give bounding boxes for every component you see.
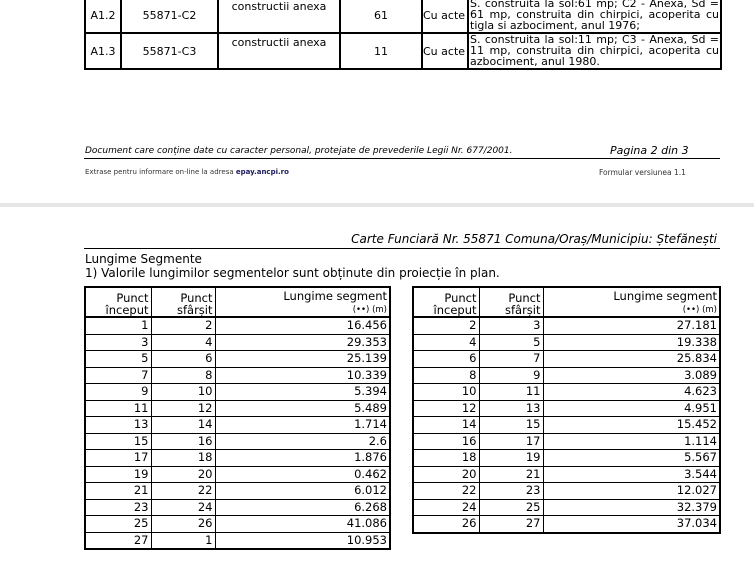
segment-row <box>413 483 720 500</box>
segments-table-left <box>84 286 391 550</box>
start-point: 22 <box>413 483 479 500</box>
building-row <box>85 33 721 69</box>
end-point: 6 <box>151 351 215 368</box>
segment-row <box>413 516 720 533</box>
start-point: 5 <box>85 351 151 368</box>
segment-length: 5.489 <box>215 400 390 417</box>
buildings-table <box>84 0 722 70</box>
end-point: 27 <box>479 516 543 533</box>
segment-length: 3.544 <box>543 466 720 483</box>
segment-row <box>413 466 720 483</box>
end-point: 16 <box>151 433 215 450</box>
segment-row <box>413 351 720 368</box>
segment-length: 4.623 <box>543 384 720 401</box>
section-note: 1) Valorile lungimilor segmentelor sunt obținute din proiecție în plan. <box>85 266 500 280</box>
end-point: 8 <box>151 367 215 384</box>
segment-row <box>413 433 720 450</box>
segment-row <box>413 499 720 516</box>
start-point: 15 <box>85 433 151 450</box>
start-point: 27 <box>85 532 151 549</box>
segment-length: 15.452 <box>543 417 720 434</box>
start-point: 18 <box>413 450 479 467</box>
segment-row <box>85 499 390 516</box>
segment-length: 25.139 <box>215 351 390 368</box>
start-point: 10 <box>413 384 479 401</box>
building-destination: constructii anexa <box>218 0 340 33</box>
end-point: 11 <box>479 384 543 401</box>
start-point: 14 <box>413 417 479 434</box>
segment-length: 41.086 <box>215 516 390 533</box>
segment-length: 2.6 <box>215 433 390 450</box>
page-number: Pagina 2 din 3 <box>610 144 689 157</box>
document-page-2 <box>0 0 754 203</box>
start-point: 13 <box>85 417 151 434</box>
segment-row <box>413 334 720 351</box>
segment-length: 32.379 <box>543 499 720 516</box>
segment-row <box>85 450 390 467</box>
start-point: 3 <box>85 334 151 351</box>
segment-length: 19.338 <box>543 334 720 351</box>
start-point: 26 <box>413 516 479 533</box>
end-point: 17 <box>479 433 543 450</box>
end-point: 25 <box>479 499 543 516</box>
cadastral-id: 55871-C2 <box>121 0 218 33</box>
segment-length: 29.353 <box>215 334 390 351</box>
segment-length: 10.339 <box>215 367 390 384</box>
observations: S. construita la sol:61 mp; C2 - Anexa, Sd = 61 mp, construita din chirpici, acoperita cu tigla si azbociment, anul 1976; <box>468 0 721 33</box>
segment-row <box>413 450 720 467</box>
start-point: 23 <box>85 499 151 516</box>
start-point: 4 <box>413 334 479 351</box>
start-point: 8 <box>413 367 479 384</box>
building-surface: 61 <box>340 0 422 33</box>
start-point: 7 <box>85 367 151 384</box>
segment-row <box>85 433 390 450</box>
segment-length: 5.567 <box>543 450 720 467</box>
end-point: 23 <box>479 483 543 500</box>
start-point: 21 <box>85 483 151 500</box>
segment-length: 27.181 <box>543 317 720 334</box>
segment-length: 16.456 <box>215 317 390 334</box>
end-point: 3 <box>479 317 543 334</box>
segment-row <box>85 384 390 401</box>
segment-row <box>85 417 390 434</box>
segment-row <box>413 417 720 434</box>
extract-site-link[interactable]: epay.ancpi.ro <box>235 168 289 176</box>
legal-situation: Cu acte <box>422 33 468 69</box>
segment-length: 6.268 <box>215 499 390 516</box>
legal-situation: Cu acte <box>422 0 468 33</box>
section-title: Lungime Segmente <box>85 252 202 266</box>
end-point: 9 <box>479 367 543 384</box>
segment-row <box>85 351 390 368</box>
building-destination: constructii anexa <box>218 33 340 69</box>
segment-row <box>413 400 720 417</box>
end-point: 14 <box>151 417 215 434</box>
end-point: 24 <box>151 499 215 516</box>
end-point: 19 <box>479 450 543 467</box>
segment-length: 5.394 <box>215 384 390 401</box>
segment-length: 1.714 <box>215 417 390 434</box>
start-point: 6 <box>413 351 479 368</box>
segment-row <box>413 317 720 334</box>
segment-row <box>85 532 390 549</box>
segment-length: 4.951 <box>543 400 720 417</box>
col-segment-length: Lungime segment (••) (m) <box>543 287 720 317</box>
col-end-point: Punct sfârșit <box>151 287 215 317</box>
extract-info <box>85 168 289 176</box>
segment-row <box>85 317 390 334</box>
building-row <box>85 0 721 33</box>
segment-length: 3.089 <box>543 367 720 384</box>
col-end-point: Punct sfârșit <box>479 287 543 317</box>
col-segment-length: Lungime segment (••) (m) <box>215 287 390 317</box>
segment-length: 10.953 <box>215 532 390 549</box>
segment-row <box>413 384 720 401</box>
end-point: 18 <box>151 450 215 467</box>
start-point: 2 <box>413 317 479 334</box>
segment-row <box>85 400 390 417</box>
segment-length: 0.462 <box>215 466 390 483</box>
building-nr: A1.3 <box>85 33 121 69</box>
segment-row <box>85 516 390 533</box>
end-point: 10 <box>151 384 215 401</box>
end-point: 13 <box>479 400 543 417</box>
end-point: 12 <box>151 400 215 417</box>
header-divider <box>84 248 720 249</box>
segment-row <box>85 367 390 384</box>
segment-row <box>85 334 390 351</box>
segment-length: 12.027 <box>543 483 720 500</box>
document-page-3 <box>0 207 754 563</box>
footer-divider <box>84 158 720 159</box>
start-point: 12 <box>413 400 479 417</box>
end-point: 1 <box>151 532 215 549</box>
end-point: 22 <box>151 483 215 500</box>
segment-row <box>85 466 390 483</box>
start-point: 16 <box>413 433 479 450</box>
cadastral-id: 55871-C3 <box>121 33 218 69</box>
segment-row <box>413 367 720 384</box>
start-point: 19 <box>85 466 151 483</box>
end-point: 5 <box>479 334 543 351</box>
segment-row <box>85 483 390 500</box>
end-point: 21 <box>479 466 543 483</box>
start-point: 24 <box>413 499 479 516</box>
building-surface: 11 <box>340 33 422 69</box>
end-point: 2 <box>151 317 215 334</box>
start-point: 17 <box>85 450 151 467</box>
building-nr: A1.2 <box>85 0 121 33</box>
observations: S. construita la sol:11 mp; C3 - Anexa, Sd = 11 mp, construita din chirpici, acoperita cu azbociment, anul 1980. <box>470 33 719 68</box>
segment-length: 1.876 <box>215 450 390 467</box>
col-start-point: Punct început <box>85 287 151 317</box>
segment-length: 1.114 <box>543 433 720 450</box>
start-point: 20 <box>413 466 479 483</box>
start-point: 25 <box>85 516 151 533</box>
segments-table-right <box>412 286 721 534</box>
end-point: 26 <box>151 516 215 533</box>
start-point: 11 <box>85 400 151 417</box>
segment-length: 37.034 <box>543 516 720 533</box>
end-point: 15 <box>479 417 543 434</box>
segment-length: 6.012 <box>215 483 390 500</box>
end-point: 4 <box>151 334 215 351</box>
extract-prefix: Extrase pentru informare on-line la adresa <box>85 168 236 176</box>
carte-funciara-header: Carte Funciară Nr. 55871 Comuna/Oraș/Municipiu: Ștefănești <box>351 232 717 246</box>
col-start-point: Punct început <box>413 287 479 317</box>
start-point: 9 <box>85 384 151 401</box>
end-point: 7 <box>479 351 543 368</box>
start-point: 1 <box>85 317 151 334</box>
segment-length: 25.834 <box>543 351 720 368</box>
end-point: 20 <box>151 466 215 483</box>
personal-data-notice: Document care conține date cu caracter personal, protejate de prevederile Legii Nr. 677/2001. <box>85 146 513 156</box>
form-version: Formular versiunea 1.1 <box>599 168 686 177</box>
